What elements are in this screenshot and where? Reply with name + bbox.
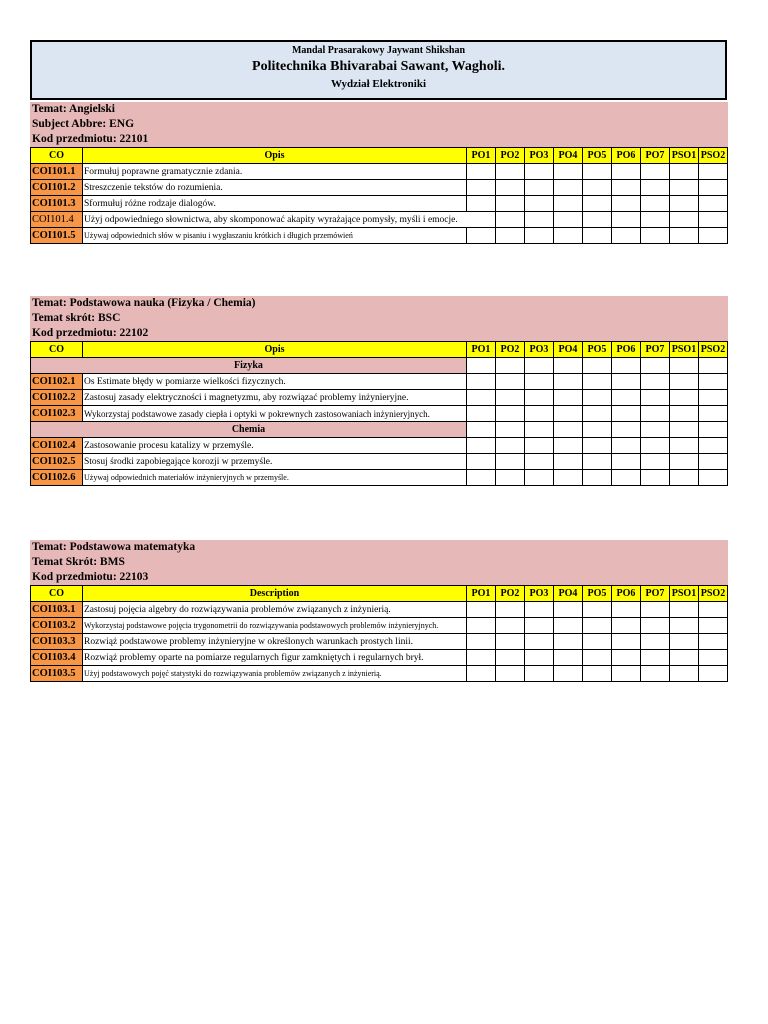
po-mapping-cell bbox=[554, 470, 583, 486]
po-mapping-cell bbox=[699, 406, 728, 422]
po-mapping-cell bbox=[699, 666, 728, 682]
po-mapping-cell bbox=[641, 438, 670, 454]
po-mapping-cell bbox=[467, 618, 496, 634]
table-row bbox=[31, 470, 728, 486]
po-mapping-cell bbox=[699, 390, 728, 406]
co-header: CO bbox=[31, 342, 83, 358]
pso2-header: PSO2 bbox=[699, 148, 728, 164]
po-mapping-cell bbox=[612, 358, 641, 374]
po-mapping-cell bbox=[554, 666, 583, 682]
po3-header: PO3 bbox=[525, 148, 554, 164]
po-mapping-cell bbox=[612, 390, 641, 406]
po-mapping-cell bbox=[699, 358, 728, 374]
po-mapping-cell bbox=[496, 602, 525, 618]
po-mapping-cell bbox=[612, 454, 641, 470]
po-mapping-cell bbox=[583, 422, 612, 438]
po-mapping-cell bbox=[612, 228, 641, 244]
po-mapping-cell bbox=[496, 454, 525, 470]
po-mapping-cell bbox=[583, 602, 612, 618]
po-mapping-cell bbox=[467, 228, 496, 244]
table-row bbox=[31, 666, 728, 682]
po-mapping-cell bbox=[467, 634, 496, 650]
po6-header: PO6 bbox=[612, 148, 641, 164]
co-code: COI103.2 bbox=[31, 618, 83, 634]
po-mapping-cell bbox=[496, 390, 525, 406]
po-mapping-cell bbox=[496, 196, 525, 212]
po-mapping-cell bbox=[612, 374, 641, 390]
co-code: COI102.5 bbox=[31, 454, 83, 470]
po-mapping-cell bbox=[467, 196, 496, 212]
po-mapping-cell bbox=[583, 390, 612, 406]
po-mapping-cell bbox=[699, 422, 728, 438]
po-mapping-cell bbox=[670, 666, 699, 682]
co-code: COI102.1 bbox=[31, 374, 83, 390]
po-mapping-cell bbox=[583, 406, 612, 422]
co-description: Wykorzystaj podstawowe zasady ciepła i optyki w pokrewnych zastosowaniach inżynieryjnych. bbox=[83, 406, 467, 422]
po-mapping-cell bbox=[525, 618, 554, 634]
subject-abbr: Temat skrót: BSC bbox=[30, 311, 728, 326]
po4-header: PO4 bbox=[554, 148, 583, 164]
po4-header: PO4 bbox=[554, 342, 583, 358]
po-mapping-cell bbox=[525, 196, 554, 212]
po-mapping-cell bbox=[670, 406, 699, 422]
subject-title: Temat: Angielski bbox=[30, 102, 728, 117]
co-code: COI103.5 bbox=[31, 666, 83, 682]
table-row bbox=[31, 390, 728, 406]
subject-section-english bbox=[30, 102, 728, 244]
desc-header: Description bbox=[83, 586, 467, 602]
po-mapping-cell bbox=[554, 390, 583, 406]
table-row bbox=[31, 602, 728, 618]
co-description: Stosuj środki zapobiegające korozji w przemyśle. bbox=[83, 454, 467, 470]
po1-header: PO1 bbox=[467, 342, 496, 358]
po3-header: PO3 bbox=[525, 342, 554, 358]
po-mapping-cell bbox=[670, 164, 699, 180]
po-mapping-cell bbox=[699, 602, 728, 618]
po6-header: PO6 bbox=[612, 342, 641, 358]
co-header: CO bbox=[31, 586, 83, 602]
table-row bbox=[31, 196, 728, 212]
po7-header: PO7 bbox=[641, 342, 670, 358]
po-mapping-cell bbox=[699, 618, 728, 634]
po-mapping-cell bbox=[496, 358, 525, 374]
po-mapping-cell bbox=[670, 470, 699, 486]
po-mapping-cell bbox=[496, 164, 525, 180]
po-mapping-cell bbox=[467, 470, 496, 486]
co-code: COI101.5 bbox=[31, 228, 83, 244]
co-code: COI102.6 bbox=[31, 470, 83, 486]
po-mapping-cell bbox=[525, 666, 554, 682]
po-mapping-cell bbox=[670, 212, 699, 228]
po-mapping-cell bbox=[612, 196, 641, 212]
po-mapping-cell bbox=[641, 228, 670, 244]
po-mapping-cell bbox=[699, 470, 728, 486]
co-description: Użyj podstawowych pojęć statystyki do rozwiązywania problemów związanych z inżynierią. bbox=[83, 666, 467, 682]
po-mapping-cell bbox=[612, 438, 641, 454]
po-mapping-cell bbox=[525, 454, 554, 470]
po-mapping-cell bbox=[525, 438, 554, 454]
po-mapping-cell bbox=[583, 650, 612, 666]
po2-header: PO2 bbox=[496, 342, 525, 358]
pso1-header: PSO1 bbox=[670, 342, 699, 358]
desc-header: Opis bbox=[83, 148, 467, 164]
po-mapping-cell bbox=[612, 602, 641, 618]
subject-code: Kod przedmiotu: 22101 bbox=[30, 132, 728, 147]
po-mapping-cell bbox=[612, 422, 641, 438]
po-mapping-cell bbox=[612, 406, 641, 422]
co-po-table bbox=[30, 585, 728, 682]
po-mapping-cell bbox=[641, 196, 670, 212]
po-mapping-cell bbox=[525, 358, 554, 374]
po-mapping-cell bbox=[583, 666, 612, 682]
po-mapping-cell bbox=[641, 212, 670, 228]
po7-header: PO7 bbox=[641, 586, 670, 602]
po-mapping-cell bbox=[699, 180, 728, 196]
po-mapping-cell bbox=[641, 666, 670, 682]
table-row bbox=[31, 634, 728, 650]
po-mapping-cell bbox=[467, 390, 496, 406]
table-header-row bbox=[31, 342, 728, 358]
po-mapping-cell bbox=[641, 454, 670, 470]
table-row bbox=[31, 164, 728, 180]
co-code: COI103.3 bbox=[31, 634, 83, 650]
po-mapping-cell bbox=[525, 374, 554, 390]
po-mapping-cell bbox=[670, 650, 699, 666]
pso1-header: PSO1 bbox=[670, 586, 699, 602]
po-mapping-cell bbox=[641, 602, 670, 618]
po-mapping-cell bbox=[670, 228, 699, 244]
po-mapping-cell bbox=[496, 618, 525, 634]
po-mapping-cell bbox=[641, 164, 670, 180]
po-mapping-cell bbox=[699, 164, 728, 180]
po-mapping-cell bbox=[496, 406, 525, 422]
subheader-row bbox=[31, 358, 728, 374]
department-name: Wydział Elektroniki bbox=[330, 78, 427, 90]
subject-title: Temat: Podstawowa nauka (Fizyka / Chemia) bbox=[30, 296, 728, 311]
po-mapping-cell bbox=[554, 454, 583, 470]
po-mapping-cell bbox=[496, 374, 525, 390]
po-mapping-cell bbox=[467, 422, 496, 438]
po-mapping-cell bbox=[467, 602, 496, 618]
po-mapping-cell bbox=[641, 634, 670, 650]
po-mapping-cell bbox=[525, 406, 554, 422]
po-mapping-cell bbox=[612, 634, 641, 650]
po4-header: PO4 bbox=[554, 586, 583, 602]
subject-code: Kod przedmiotu: 22103 bbox=[30, 570, 728, 585]
po-mapping-cell bbox=[554, 634, 583, 650]
co-po-table bbox=[30, 341, 728, 486]
table-row bbox=[31, 374, 728, 390]
po-mapping-cell bbox=[670, 358, 699, 374]
po-mapping-cell bbox=[612, 618, 641, 634]
co-description: Formułuj poprawne gramatycznie zdania. bbox=[83, 164, 467, 180]
co-description: Zastosuj pojęcia algebry do rozwiązywania problemów związanych z inżynierią. bbox=[83, 602, 467, 618]
co-description: Wykorzystaj podstawowe pojęcia trygonometrii do rozwiązywania podstawowych problemów inżynieryjnych. bbox=[83, 618, 467, 634]
table-header-row bbox=[31, 586, 728, 602]
co-description: Rozwiąż podstawowe problemy inżynieryjne w określonych warunkach prostych linii. bbox=[83, 634, 467, 650]
po-mapping-cell bbox=[554, 164, 583, 180]
po-mapping-cell bbox=[583, 228, 612, 244]
pso2-header: PSO2 bbox=[699, 342, 728, 358]
po-mapping-cell bbox=[525, 164, 554, 180]
co-description: Streszczenie tekstów do rozumienia. bbox=[83, 180, 467, 196]
po-mapping-cell bbox=[467, 406, 496, 422]
po-mapping-cell bbox=[496, 228, 525, 244]
po-mapping-cell bbox=[554, 602, 583, 618]
co-code: COI102.2 bbox=[31, 390, 83, 406]
table-row bbox=[31, 438, 728, 454]
po-mapping-cell bbox=[699, 650, 728, 666]
po-mapping-cell bbox=[554, 650, 583, 666]
subheader-fizyka: Fizyka bbox=[31, 358, 467, 374]
po-mapping-cell bbox=[612, 164, 641, 180]
document-header bbox=[30, 40, 727, 100]
po5-header: PO5 bbox=[583, 342, 612, 358]
po-mapping-cell bbox=[525, 650, 554, 666]
po-mapping-cell bbox=[583, 470, 612, 486]
po5-header: PO5 bbox=[583, 586, 612, 602]
po-mapping-cell bbox=[554, 422, 583, 438]
po-mapping-cell bbox=[699, 454, 728, 470]
subject-section-math bbox=[30, 540, 728, 682]
po-mapping-cell bbox=[641, 374, 670, 390]
po-mapping-cell bbox=[467, 666, 496, 682]
po-mapping-cell bbox=[496, 650, 525, 666]
po-mapping-cell bbox=[699, 228, 728, 244]
po-mapping-cell bbox=[583, 180, 612, 196]
po-mapping-cell bbox=[670, 634, 699, 650]
po-mapping-cell bbox=[641, 470, 670, 486]
po-mapping-cell bbox=[612, 650, 641, 666]
po-mapping-cell bbox=[583, 196, 612, 212]
table-row bbox=[31, 650, 728, 666]
subject-abbr: Temat Skrót: BMS bbox=[30, 555, 728, 570]
po-mapping-cell bbox=[583, 358, 612, 374]
po-mapping-cell bbox=[467, 180, 496, 196]
po-mapping-cell bbox=[467, 650, 496, 666]
po-mapping-cell bbox=[525, 634, 554, 650]
co-code: COI103.1 bbox=[31, 602, 83, 618]
table-header-row bbox=[31, 148, 728, 164]
po-mapping-cell bbox=[525, 180, 554, 196]
po2-header: PO2 bbox=[496, 586, 525, 602]
co-code: COI101.4 bbox=[31, 212, 83, 228]
table-row bbox=[31, 454, 728, 470]
co-description: Używaj odpowiednich słów w pisaniu i wygłaszaniu krótkich i długich przemówień bbox=[83, 228, 467, 244]
subheader-chemia: Chemia bbox=[31, 422, 467, 438]
table-row bbox=[31, 406, 728, 422]
po-mapping-cell bbox=[467, 358, 496, 374]
po-mapping-cell bbox=[670, 374, 699, 390]
po-mapping-cell bbox=[612, 666, 641, 682]
po-mapping-cell bbox=[525, 602, 554, 618]
po-mapping-cell bbox=[496, 634, 525, 650]
po-mapping-cell bbox=[699, 438, 728, 454]
po-mapping-cell bbox=[583, 618, 612, 634]
po3-header: PO3 bbox=[525, 586, 554, 602]
po-mapping-cell bbox=[641, 358, 670, 374]
po-mapping-cell bbox=[670, 180, 699, 196]
po-mapping-cell bbox=[612, 470, 641, 486]
po-mapping-cell bbox=[699, 212, 728, 228]
po-mapping-cell bbox=[670, 454, 699, 470]
po-mapping-cell bbox=[525, 212, 554, 228]
co-code: COI103.4 bbox=[31, 650, 83, 666]
po-mapping-cell bbox=[670, 602, 699, 618]
co-description: Używaj odpowiednich materiałów inżynieryjnych w przemyśle. bbox=[83, 470, 467, 486]
po-mapping-cell bbox=[554, 196, 583, 212]
po-mapping-cell bbox=[583, 454, 612, 470]
po2-header: PO2 bbox=[496, 148, 525, 164]
po-mapping-cell bbox=[525, 470, 554, 486]
pso2-header: PSO2 bbox=[699, 586, 728, 602]
table-row bbox=[31, 212, 728, 228]
pso1-header: PSO1 bbox=[670, 148, 699, 164]
po-mapping-cell bbox=[467, 438, 496, 454]
co-description: Os Estimate błędy w pomiarze wielkości fizycznych. bbox=[83, 374, 467, 390]
po-mapping-cell bbox=[670, 422, 699, 438]
co-description: Zastosowanie procesu katalizy w przemyśle. bbox=[83, 438, 467, 454]
po-mapping-cell bbox=[554, 228, 583, 244]
po-mapping-cell bbox=[554, 374, 583, 390]
po-mapping-cell bbox=[467, 164, 496, 180]
po-mapping-cell bbox=[496, 470, 525, 486]
po-mapping-cell bbox=[554, 438, 583, 454]
po-mapping-cell bbox=[583, 438, 612, 454]
co-code: COI101.1 bbox=[31, 164, 83, 180]
co-description: Rozwiąż problemy oparte na pomiarze regularnych figur zamkniętych i regularnych brył. bbox=[83, 650, 467, 666]
co-code: COI102.4 bbox=[31, 438, 83, 454]
po-mapping-cell bbox=[670, 438, 699, 454]
subheader-row bbox=[31, 422, 728, 438]
subject-abbr: Subject Abbre: ENG bbox=[30, 117, 728, 132]
po-mapping-cell bbox=[699, 634, 728, 650]
table-row bbox=[31, 180, 728, 196]
po-mapping-cell bbox=[554, 618, 583, 634]
po-mapping-cell bbox=[554, 406, 583, 422]
college-name: Politechnika Bhivarabai Sawant, Wagholi. bbox=[252, 59, 505, 74]
po-mapping-cell bbox=[641, 180, 670, 196]
po-mapping-cell bbox=[467, 374, 496, 390]
po-mapping-cell bbox=[496, 438, 525, 454]
po-mapping-cell bbox=[670, 390, 699, 406]
co-description: Sformułuj różne rodzaje dialogów. bbox=[83, 196, 467, 212]
po-mapping-cell bbox=[670, 196, 699, 212]
po-mapping-cell bbox=[467, 454, 496, 470]
po-mapping-cell bbox=[554, 358, 583, 374]
po-mapping-cell bbox=[583, 374, 612, 390]
po-mapping-cell bbox=[496, 212, 525, 228]
po-mapping-cell bbox=[496, 180, 525, 196]
po1-header: PO1 bbox=[467, 586, 496, 602]
po-mapping-cell bbox=[612, 212, 641, 228]
subject-section-science bbox=[30, 296, 728, 486]
po-mapping-cell bbox=[525, 228, 554, 244]
po6-header: PO6 bbox=[612, 586, 641, 602]
po-mapping-cell bbox=[699, 196, 728, 212]
po-mapping-cell bbox=[554, 180, 583, 196]
po-mapping-cell bbox=[554, 212, 583, 228]
co-description: Zastosuj zasady elektryczności i magnetyzmu, aby rozwiązać problemy inżynieryjne. bbox=[83, 390, 467, 406]
po1-header: PO1 bbox=[467, 148, 496, 164]
subject-title: Temat: Podstawowa matematyka bbox=[30, 540, 728, 555]
po-mapping-cell bbox=[699, 374, 728, 390]
co-code: COI101.2 bbox=[31, 180, 83, 196]
co-description: Użyj odpowiedniego słownictwa, aby skomponować akapity wyrażające pomysły, myśli i emocje. bbox=[83, 212, 496, 228]
po-mapping-cell bbox=[641, 650, 670, 666]
po-mapping-cell bbox=[612, 180, 641, 196]
po-mapping-cell bbox=[525, 422, 554, 438]
po-mapping-cell bbox=[583, 634, 612, 650]
co-header: CO bbox=[31, 148, 83, 164]
po-mapping-cell bbox=[670, 618, 699, 634]
po-mapping-cell bbox=[641, 422, 670, 438]
po-mapping-cell bbox=[583, 212, 612, 228]
po-mapping-cell bbox=[641, 618, 670, 634]
co-po-table bbox=[30, 147, 728, 244]
co-code: COI102.3 bbox=[31, 406, 83, 422]
desc-header: Opis bbox=[83, 342, 467, 358]
po-mapping-cell bbox=[641, 406, 670, 422]
po-mapping-cell bbox=[525, 390, 554, 406]
po-mapping-cell bbox=[496, 422, 525, 438]
po-mapping-cell bbox=[496, 666, 525, 682]
po5-header: PO5 bbox=[583, 148, 612, 164]
po7-header: PO7 bbox=[641, 148, 670, 164]
po-mapping-cell bbox=[583, 164, 612, 180]
subject-code: Kod przedmiotu: 22102 bbox=[30, 326, 728, 341]
institution-name: Mandal Prasarakowy Jaywant Shikshan bbox=[291, 45, 466, 56]
table-row bbox=[31, 618, 728, 634]
po-mapping-cell bbox=[641, 390, 670, 406]
table-row bbox=[31, 228, 728, 244]
co-code: COI101.3 bbox=[31, 196, 83, 212]
